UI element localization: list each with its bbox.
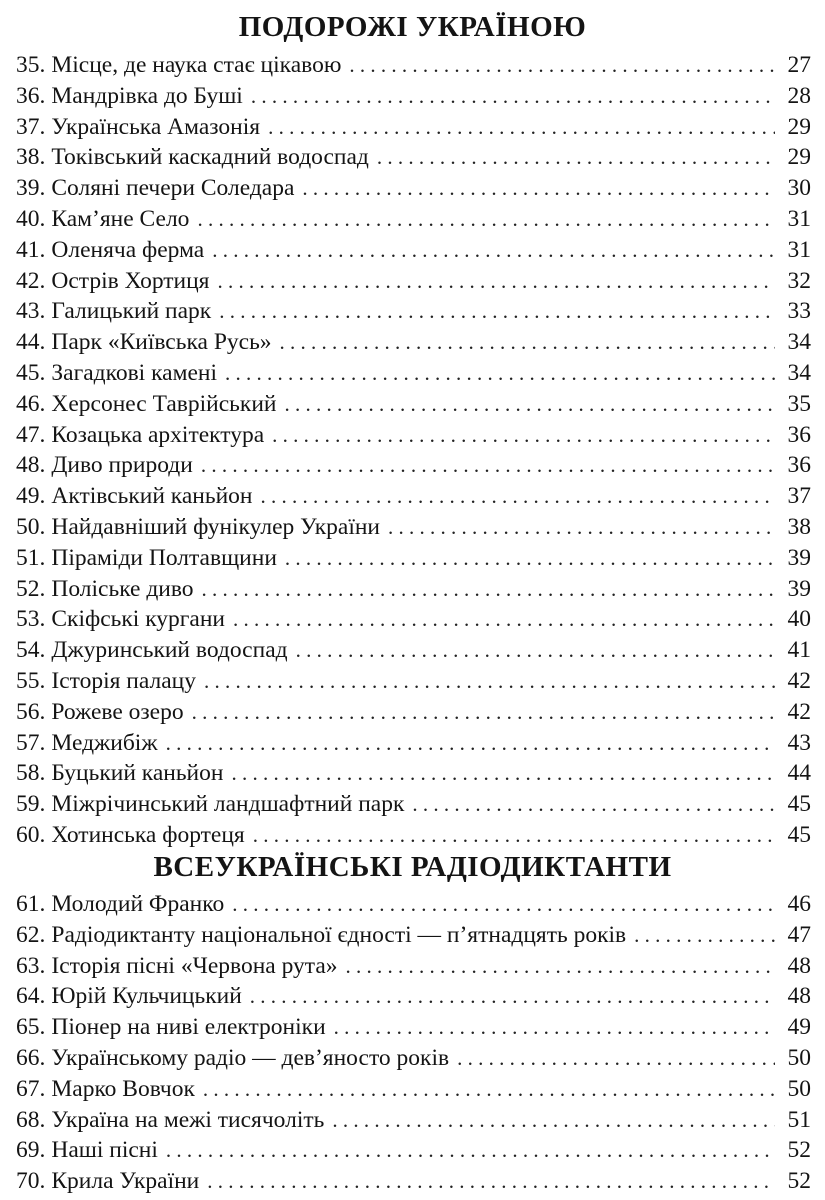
entry-number: 62. [16, 921, 46, 948]
dot-leader [457, 1043, 775, 1074]
entry-page-number: 36 [787, 421, 811, 448]
dot-leader [201, 450, 775, 481]
entry-number: 60. [16, 821, 46, 848]
toc-entry [16, 50, 811, 81]
entry-number: 70. [16, 1168, 46, 1195]
entry-page-number: 52 [787, 1137, 811, 1164]
entry-title: Скіфські кургани [51, 606, 225, 633]
entry-number: 37. [16, 113, 46, 140]
dot-leader [268, 112, 775, 143]
entry-title: Кам’яне Село [51, 205, 190, 232]
toc-entry [16, 1012, 811, 1043]
entry-number: 51. [16, 544, 46, 571]
entry-page-number: 50 [787, 1075, 811, 1102]
entry-number: 68. [16, 1106, 46, 1133]
entry-number: 39. [16, 175, 46, 202]
dot-leader [285, 543, 775, 574]
toc-entry [16, 142, 811, 173]
entry-title: Міжрічинський ландшафтний парк [51, 791, 405, 818]
section-title-dictations: ВСЕУКРАЇНСЬКІ РАДІОДИКТАНТИ [153, 851, 672, 883]
entry-title: Історія палацу [51, 667, 197, 694]
entry-number: 65. [16, 1014, 46, 1041]
dot-leader [197, 204, 775, 235]
dot-leader [349, 50, 775, 81]
entry-page-number: 31 [787, 236, 811, 263]
entry-title: Наші пісні [51, 1137, 158, 1164]
toc-entry [16, 666, 811, 697]
toc-entry [16, 889, 811, 920]
toc-entry [16, 1074, 811, 1105]
entry-title: Юрій Кульчицький [51, 983, 242, 1010]
dot-leader [232, 889, 775, 920]
entry-title: Актівський каньйон [51, 483, 253, 510]
toc-list-dictations [16, 889, 811, 1197]
entry-page-number: 32 [787, 267, 811, 294]
entry-number: 56. [16, 698, 46, 725]
toc-entry [16, 204, 811, 235]
entry-page-number: 34 [787, 329, 811, 356]
dot-leader [284, 389, 775, 420]
dot-leader [207, 1166, 775, 1197]
entry-title: Джуринський водоспад [51, 637, 288, 664]
entry-title: Токівський каскадний водоспад [51, 144, 369, 171]
entry-page-number: 46 [787, 891, 811, 917]
dot-leader [296, 635, 775, 666]
entry-number: 59. [16, 791, 46, 818]
toc-entry [16, 1105, 811, 1136]
entry-page-number: 47 [787, 921, 811, 948]
dot-leader [202, 574, 775, 605]
entry-page-number: 29 [787, 144, 811, 171]
toc-entry [16, 1166, 811, 1197]
entry-title: Найдавніший фунікулер України [51, 513, 380, 540]
dot-leader [412, 789, 775, 820]
entry-number: 64. [16, 983, 46, 1010]
toc-entry [16, 81, 811, 112]
dot-leader [204, 666, 775, 697]
entry-number: 44. [16, 329, 46, 356]
entry-title: Козацька архітектура [51, 421, 265, 448]
entry-page-number: 48 [787, 952, 811, 979]
entry-title: Поліське диво [51, 575, 194, 602]
toc-list-travels [16, 50, 811, 851]
toc-entry [16, 450, 811, 481]
toc-entry [16, 481, 811, 512]
entry-title: Історія пісні «Червона рута» [51, 952, 338, 979]
entry-title: Соляні печери Соледара [51, 175, 295, 202]
dot-leader [250, 981, 775, 1012]
dot-leader [218, 266, 776, 297]
entry-number: 66. [16, 1044, 46, 1071]
toc-entry [16, 420, 811, 451]
toc-entry [16, 789, 811, 820]
entry-title: Українська Амазонія [51, 113, 261, 140]
entry-number: 49. [16, 483, 46, 510]
toc-entry [16, 635, 811, 666]
toc-entry [16, 1043, 811, 1074]
dot-leader [634, 920, 775, 951]
entry-number: 42. [16, 267, 46, 294]
entry-page-number: 30 [787, 175, 811, 202]
entry-title: Молодий Франко [51, 891, 225, 917]
entry-title: Піонер на ниві електроніки [51, 1014, 326, 1041]
entry-title: Мандрівка до Буші [51, 82, 243, 109]
entry-number: 47. [16, 421, 46, 448]
toc-entry [16, 728, 811, 759]
entry-title: Хотинська фортеця [51, 821, 245, 848]
entry-page-number: 49 [787, 1014, 811, 1041]
dot-leader [219, 296, 775, 327]
toc-entry [16, 266, 811, 297]
entry-page-number: 39 [787, 544, 811, 571]
toc-entry [16, 358, 811, 389]
dot-leader [212, 235, 775, 266]
entry-number: 43. [16, 298, 46, 325]
entry-number: 41. [16, 236, 46, 263]
toc-entry [16, 920, 811, 951]
toc-entry [16, 981, 811, 1012]
dot-leader [231, 758, 775, 789]
entry-number: 36. [16, 82, 46, 109]
entry-title: Меджибіж [51, 729, 158, 756]
entry-number: 46. [16, 390, 46, 417]
toc-entry [16, 327, 811, 358]
entry-page-number: 42 [787, 667, 811, 694]
dot-leader [253, 820, 775, 851]
toc-entry [16, 758, 811, 789]
toc-entry [16, 296, 811, 327]
toc-entry [16, 389, 811, 420]
dot-leader [377, 142, 775, 173]
dot-leader [203, 1074, 775, 1105]
dot-leader [166, 728, 775, 759]
entry-title: Радіодиктанту національної єдності — п’ятнадцять років [51, 921, 627, 948]
dot-leader [233, 604, 775, 635]
entry-page-number: 42 [787, 698, 811, 725]
entry-title: Марко Вовчок [51, 1075, 195, 1102]
entry-title: Українському радіо — дев’яносто років [51, 1044, 450, 1071]
entry-page-number: 45 [787, 821, 811, 848]
entry-title: Острів Хортиця [51, 267, 210, 294]
entry-number: 54. [16, 637, 46, 664]
entry-number: 69. [16, 1137, 46, 1164]
toc-entry [16, 574, 811, 605]
dot-leader [192, 697, 775, 728]
dot-leader [272, 420, 775, 451]
dot-leader [280, 327, 775, 358]
entry-number: 52. [16, 575, 46, 602]
entry-page-number: 37 [787, 483, 811, 510]
entry-title: Крила України [51, 1168, 200, 1195]
entry-page-number: 28 [787, 82, 811, 109]
entry-title: Диво природи [51, 452, 193, 479]
entry-number: 40. [16, 205, 46, 232]
entry-page-number: 48 [787, 983, 811, 1010]
entry-page-number: 50 [787, 1044, 811, 1071]
dot-leader [346, 951, 775, 982]
entry-number: 35. [16, 52, 46, 78]
entry-number: 57. [16, 729, 46, 756]
entry-number: 55. [16, 667, 46, 694]
dot-leader [334, 1012, 775, 1043]
entry-title: Україна на межі тисячоліть [51, 1106, 325, 1133]
toc-entry [16, 820, 811, 851]
entry-title: Піраміди Полтавщини [51, 544, 277, 571]
section-title-travels: ПОДОРОЖІ УКРАЇНОЮ [238, 11, 587, 43]
entry-page-number: 29 [787, 113, 811, 140]
entry-page-number: 38 [787, 513, 811, 540]
entry-title: Парк «Київська Русь» [51, 329, 272, 356]
toc-entry [16, 697, 811, 728]
dot-leader [261, 481, 776, 512]
dot-leader [166, 1135, 775, 1166]
entry-page-number: 33 [787, 298, 811, 325]
entry-number: 63. [16, 952, 46, 979]
entry-number: 48. [16, 452, 46, 479]
toc-entry [16, 112, 811, 143]
toc-entry [16, 512, 811, 543]
dot-leader [332, 1105, 775, 1136]
entry-title: Буцький каньйон [51, 760, 224, 787]
entry-number: 38. [16, 144, 46, 171]
entry-number: 58. [16, 760, 46, 787]
toc-entry [16, 951, 811, 982]
entry-title: Місце, де наука стає цікавою [51, 52, 342, 78]
entry-title: Загадкові камені [51, 359, 217, 386]
entry-page-number: 44 [787, 760, 811, 787]
entry-page-number: 31 [787, 205, 811, 232]
entry-number: 53. [16, 606, 46, 633]
entry-page-number: 43 [787, 729, 811, 756]
toc-entry [16, 235, 811, 266]
entry-title: Галицький парк [51, 298, 212, 325]
entry-page-number: 35 [787, 390, 811, 417]
entry-page-number: 45 [787, 791, 811, 818]
entry-number: 50. [16, 513, 46, 540]
toc-entry [16, 1135, 811, 1166]
dot-leader [388, 512, 775, 543]
entry-title: Херсонес Таврійський [51, 390, 277, 417]
dot-leader [251, 81, 775, 112]
entry-page-number: 51 [787, 1106, 811, 1133]
entry-page-number: 36 [787, 452, 811, 479]
entry-title: Рожеве озеро [51, 698, 184, 725]
entry-page-number: 40 [787, 606, 811, 633]
entry-title: Оленяча ферма [51, 236, 205, 263]
entry-page-number: 27 [787, 52, 811, 78]
entry-number: 45. [16, 359, 46, 386]
dot-leader [225, 358, 775, 389]
entry-page-number: 52 [787, 1168, 811, 1195]
dot-leader [302, 173, 775, 204]
toc-entry [16, 543, 811, 574]
entry-number: 61. [16, 891, 46, 917]
entry-page-number: 41 [787, 637, 811, 664]
entry-page-number: 39 [787, 575, 811, 602]
toc-entry [16, 604, 811, 635]
entry-page-number: 34 [787, 359, 811, 386]
toc-entry [16, 173, 811, 204]
entry-number: 67. [16, 1075, 46, 1102]
